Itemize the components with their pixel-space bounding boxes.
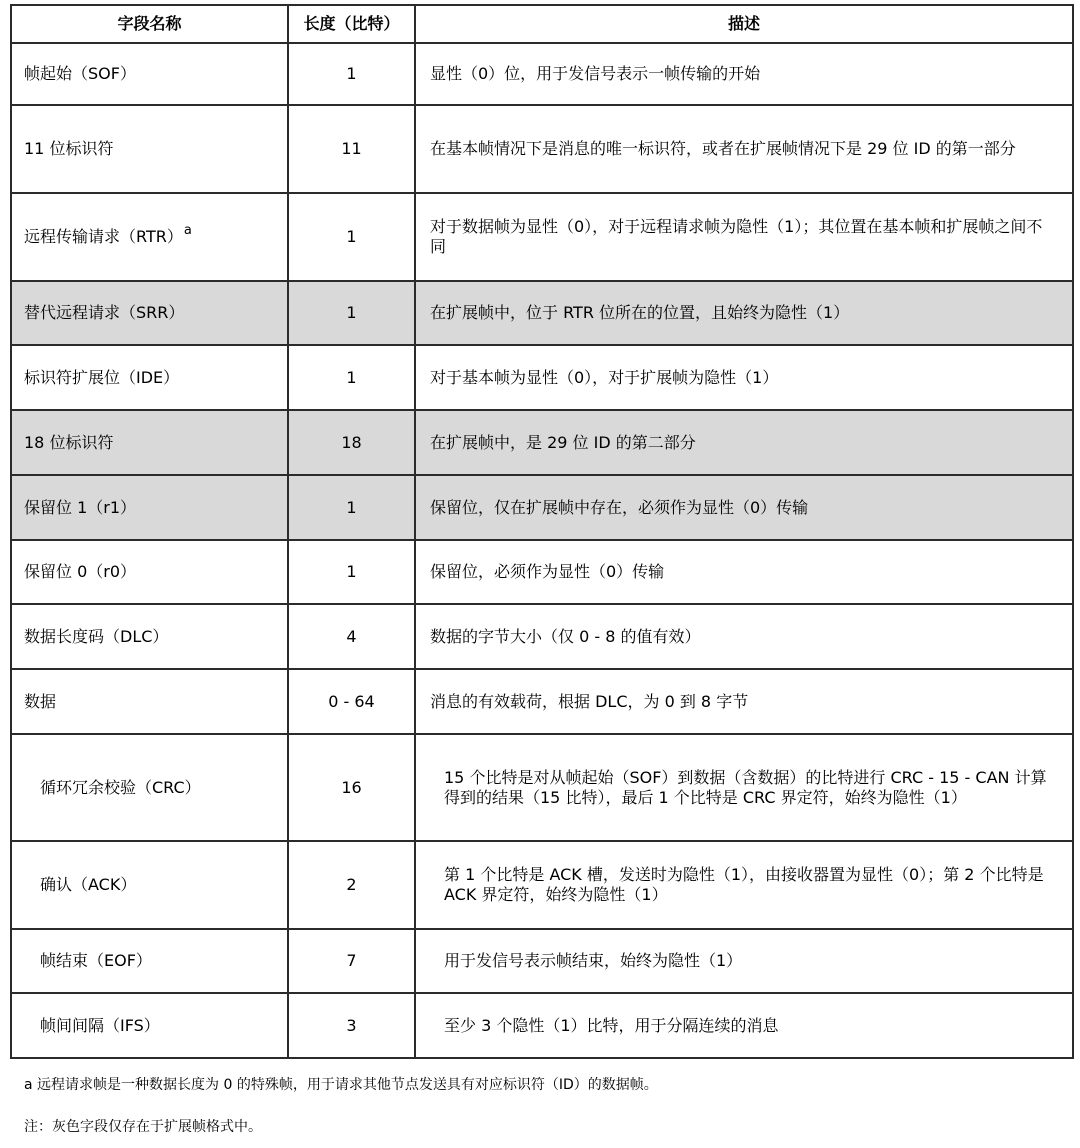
field-name: 18 位标识符 xyxy=(24,432,114,452)
field-length: 2 xyxy=(288,841,415,929)
header-description: 描述 xyxy=(415,5,1073,43)
field-name: 帧结束（EOF） xyxy=(40,951,152,970)
field-name-cell xyxy=(11,345,288,410)
field-name-cell xyxy=(11,993,288,1058)
field-description: 显性（0）位，用于发信号表示一帧传输的开始 xyxy=(415,43,1073,105)
field-description: 在基本帧情况下是消息的唯一标识符，或者在扩展帧情况下是 29 位 ID 的第一部分 xyxy=(415,105,1073,193)
field-description: 数据的字节大小（仅 0 - 8 的值有效） xyxy=(415,604,1073,669)
table-body xyxy=(11,43,1073,1058)
field-name-cell xyxy=(11,734,288,841)
table-header xyxy=(11,5,1073,43)
field-length: 1 xyxy=(288,345,415,410)
header-field-name: 字段名称 xyxy=(11,5,288,43)
field-name-cell xyxy=(11,105,288,193)
table-row xyxy=(11,993,1073,1058)
field-name-cell xyxy=(11,929,288,993)
field-description: 对于数据帧为显性（0），对于远程请求帧为隐性（1）；其位置在基本帧和扩展帧之间不同 xyxy=(415,193,1073,281)
field-length: 1 xyxy=(288,43,415,105)
field-name: 帧起始（SOF） xyxy=(24,64,136,83)
field-name: 数据 xyxy=(24,691,57,711)
footnote-rtr: a 远程请求帧是一种数据长度为 0 的特殊帧，用于请求其他节点发送具有对应标识符（ID）的数据帧。 xyxy=(24,1077,658,1093)
table-row xyxy=(11,475,1073,540)
field-name-cell xyxy=(11,43,288,105)
header-length-bits: 长度（比特） xyxy=(288,5,415,43)
field-description: 15 个比特是对从帧起始（SOF）到数据（含数据）的比特进行 CRC - 15 - CAN 计算得到的结果（15 比特），最后 1 个比特是 CRC 界定符，始终为隐性（1） xyxy=(415,734,1073,841)
field-name-cell xyxy=(11,540,288,604)
field-description: 至少 3 个隐性（1）比特，用于分隔连续的消息 xyxy=(415,993,1073,1058)
field-name-cell xyxy=(11,475,288,540)
field-length: 16 xyxy=(288,734,415,841)
can-frame-field-table-container xyxy=(10,4,1072,1059)
field-length: 11 xyxy=(288,105,415,193)
field-name-cell xyxy=(11,410,288,475)
field-name: 确认（ACK） xyxy=(40,875,137,894)
field-name-cell xyxy=(11,604,288,669)
field-name: 循环冗余校验（CRC） xyxy=(40,777,201,797)
table-row xyxy=(11,410,1073,475)
table-row xyxy=(11,105,1073,193)
field-length: 18 xyxy=(288,410,415,475)
field-description: 保留位，必须作为显性（0）传输 xyxy=(415,540,1073,604)
table-row xyxy=(11,841,1073,929)
field-description: 用于发信号表示帧结束，始终为隐性（1） xyxy=(415,929,1073,993)
field-name: 保留位 0（r0） xyxy=(24,562,137,581)
field-description: 第 1 个比特是 ACK 槽，发送时为隐性（1），由接收器置为显性（0）；第 2 个比特是 ACK 界定符，始终为隐性（1） xyxy=(415,841,1073,929)
field-name: 替代远程请求（SRR） xyxy=(24,303,185,322)
table-row xyxy=(11,604,1073,669)
field-name: 数据长度码（DLC） xyxy=(24,626,169,646)
field-name-cell xyxy=(11,841,288,929)
field-name: 标识符扩展位（IDE） xyxy=(24,367,180,387)
table-row xyxy=(11,929,1073,993)
table-row xyxy=(11,281,1073,345)
field-description: 对于基本帧为显性（0），对于扩展帧为隐性（1） xyxy=(415,345,1073,410)
footnote-gray-fields: 注：灰色字段仅存在于扩展帧格式中。 xyxy=(24,1119,262,1135)
field-name: 远程传输请求（RTR） xyxy=(24,227,183,246)
field-length: 1 xyxy=(288,193,415,281)
table-row xyxy=(11,43,1073,105)
table-row xyxy=(11,345,1073,410)
field-length: 4 xyxy=(288,604,415,669)
field-description: 在扩展帧中，位于 RTR 位所在的位置，且始终为隐性（1） xyxy=(415,281,1073,345)
footnote-marker: a xyxy=(183,222,192,238)
field-length: 3 xyxy=(288,993,415,1058)
field-length: 1 xyxy=(288,281,415,345)
field-description: 在扩展帧中，是 29 位 ID 的第二部分 xyxy=(415,410,1073,475)
field-name-cell xyxy=(11,669,288,734)
field-name: 帧间间隔（IFS） xyxy=(40,1015,160,1035)
table-row xyxy=(11,193,1073,281)
field-length: 1 xyxy=(288,540,415,604)
table-row xyxy=(11,540,1073,604)
can-frame-field-table xyxy=(10,4,1074,1059)
table-row xyxy=(11,734,1073,841)
field-name: 保留位 1（r1） xyxy=(24,497,137,517)
field-name-cell xyxy=(11,193,288,281)
table-header-row xyxy=(11,5,1073,43)
field-name: 11 位标识符 xyxy=(24,139,114,158)
field-length: 1 xyxy=(288,475,415,540)
field-description: 消息的有效载荷，根据 DLC，为 0 到 8 字节 xyxy=(415,669,1073,734)
field-description: 保留位，仅在扩展帧中存在，必须作为显性（0）传输 xyxy=(415,475,1073,540)
table-row xyxy=(11,669,1073,734)
field-length: 0 - 64 xyxy=(288,669,415,734)
field-name-cell xyxy=(11,281,288,345)
field-length: 7 xyxy=(288,929,415,993)
